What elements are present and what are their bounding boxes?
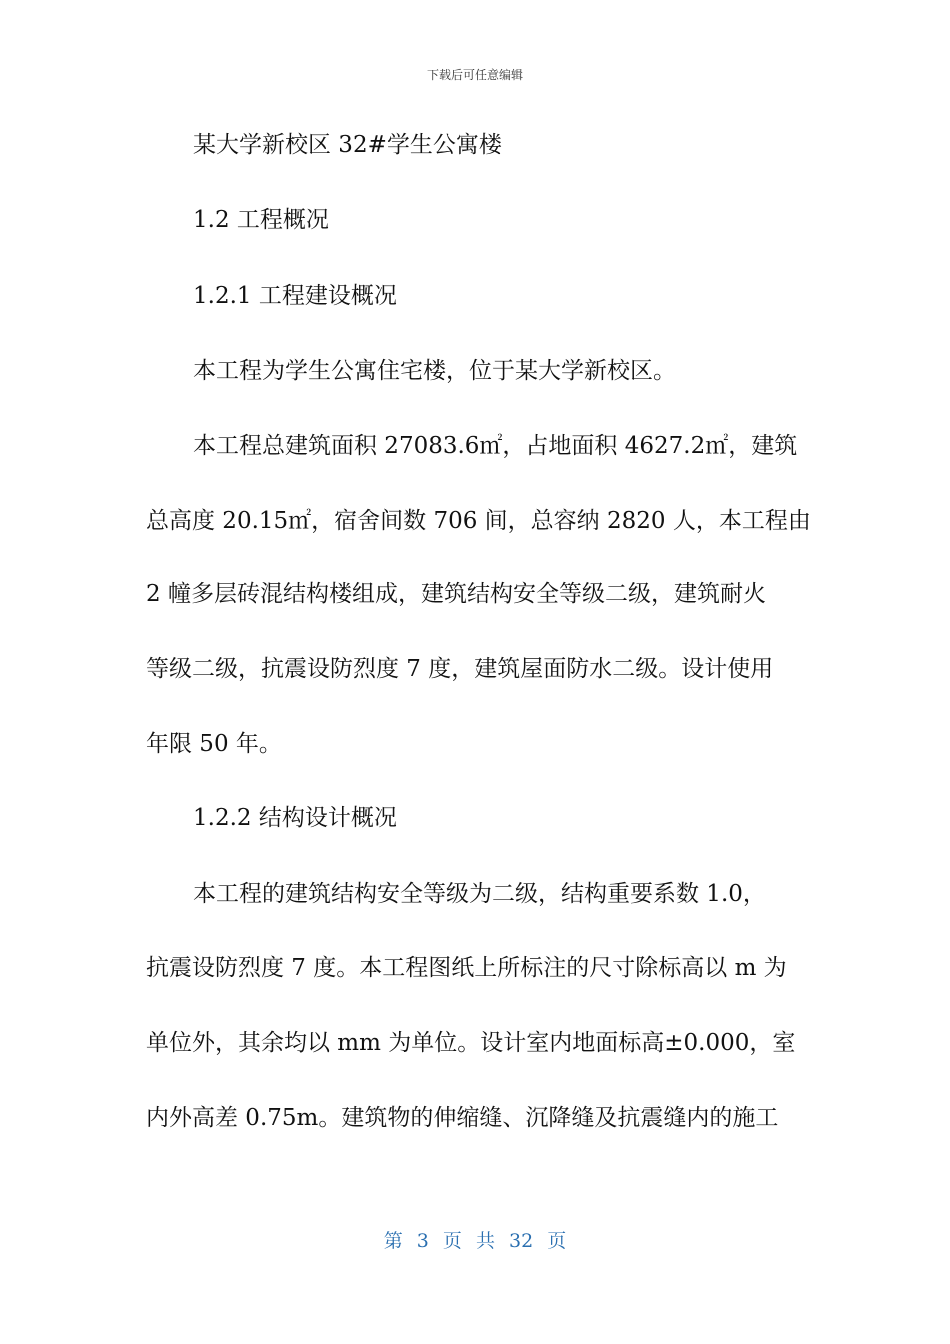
paragraph-line: 本工程总建筑面积 27083.6㎡，占地面积 4627.2㎡，建筑: [193, 433, 798, 459]
paragraph-line: 抗震设防烈度 7 度。本工程图纸上所标注的尺寸除标高以 m 为: [146, 955, 787, 981]
section-heading-1-2-2: 1.2.2 结构设计概况: [193, 805, 397, 831]
section-heading-1-2: 1.2 工程概况: [193, 207, 329, 233]
page-number-footer: 第 3 页 共 32 页: [383, 1230, 567, 1252]
paragraph-line: 内外高差 0.75m。建筑物的伸缩缝、沉降缝及抗震缝内的施工: [146, 1105, 779, 1131]
paragraph-line: 2 幢多层砖混结构楼组成，建筑结构安全等级二级，建筑耐火: [146, 581, 766, 607]
paragraph-line: 总高度 20.15㎡，宿舍间数 706 间，总容纳 2820 人，本工程由: [146, 508, 811, 534]
paragraph-line: 单位外，其余均以 mm 为单位。设计室内地面标高±0.000，室: [146, 1030, 796, 1056]
paragraph-line: 本工程的建筑结构安全等级为二级，结构重要系数 1.0，: [193, 881, 766, 907]
paragraph-line: 本工程为学生公寓住宅楼，位于某大学新校区。: [193, 358, 676, 384]
paragraph-line: 年限 50 年。: [146, 731, 282, 757]
page-header-note: 下载后可任意编辑: [426, 68, 523, 82]
paragraph-line: 等级二级，抗震设防烈度 7 度，建筑屋面防水二级。设计使用: [146, 656, 774, 682]
section-heading-1-2-1: 1.2.1 工程建设概况: [193, 283, 397, 309]
project-title-line: 某大学新校区 32#学生公寓楼: [193, 132, 502, 158]
